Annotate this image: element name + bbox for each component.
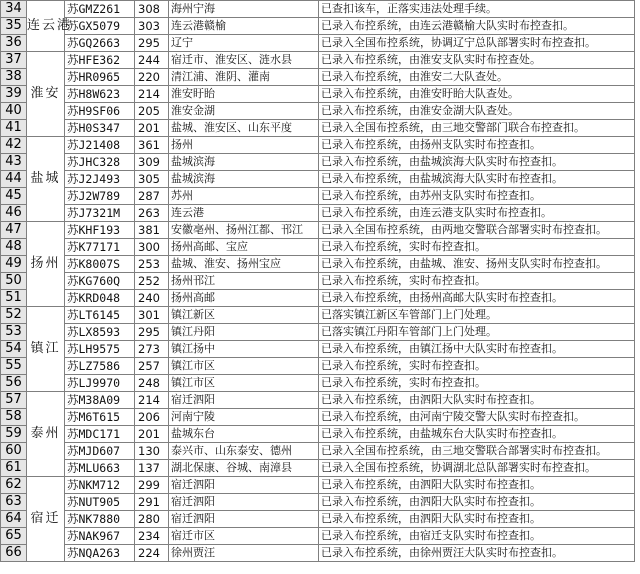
plate-cell: 苏NQA263	[65, 545, 135, 562]
table-row	[1, 205, 635, 222]
row-number: 58	[1, 409, 27, 426]
count-cell: 257	[135, 358, 169, 375]
count-cell: 381	[135, 222, 169, 239]
plate-cell: 苏JHC328	[65, 154, 135, 171]
table-row	[1, 290, 635, 307]
count-cell: 301	[135, 307, 169, 324]
status-cell: 已录入布控系统，由河南宁陵交警大队实时布控查扣。	[319, 409, 635, 426]
row-number: 35	[1, 18, 27, 35]
status-cell: 已录入全国布控系统，由两地交警联合部署实时布控查扣。	[319, 222, 635, 239]
area-cell: 盐城东台	[169, 426, 319, 443]
table-row	[1, 103, 635, 120]
row-number: 41	[1, 120, 27, 137]
area-cell: 宿迁泗阳	[169, 392, 319, 409]
status-cell: 已录入全国布控系统，协调辽宁总队部署实时布控查扣。	[319, 35, 635, 52]
row-number: 39	[1, 86, 27, 103]
count-cell: 308	[135, 1, 169, 18]
count-cell: 130	[135, 443, 169, 460]
area-cell: 扬州高邮、宝应	[169, 239, 319, 256]
area-cell: 镇江市区	[169, 358, 319, 375]
plate-cell: 苏MJD607	[65, 443, 135, 460]
table-row	[1, 375, 635, 392]
status-cell: 已录入布控系统，由扬州高邮大队实时布控查扣。	[319, 290, 635, 307]
plate-cell: 苏J7321M	[65, 205, 135, 222]
count-cell: 273	[135, 341, 169, 358]
area-cell: 河南宁陵	[169, 409, 319, 426]
table-row	[1, 324, 635, 341]
area-cell: 盐城、淮安区、山东平度	[169, 120, 319, 137]
status-cell: 已录入布控系统，由镇江扬中大队实时布控查扣。	[319, 341, 635, 358]
row-number: 55	[1, 358, 27, 375]
status-cell: 已录入全国布控系统，由三地交警联合部署实时布控查扣。	[319, 443, 635, 460]
row-number: 36	[1, 35, 27, 52]
plate-cell: 苏K8007S	[65, 256, 135, 273]
count-cell: 280	[135, 511, 169, 528]
count-cell: 361	[135, 137, 169, 154]
row-number: 61	[1, 460, 27, 477]
row-number: 63	[1, 494, 27, 511]
status-cell: 已录入布控系统，由苏州支队实时布控查扣。	[319, 188, 635, 205]
status-cell: 已录入布控系统，实时布控查扣。	[319, 375, 635, 392]
plate-cell: 苏J21408	[65, 137, 135, 154]
count-cell: 205	[135, 103, 169, 120]
plate-cell: 苏J2J493	[65, 171, 135, 188]
count-cell: 137	[135, 460, 169, 477]
area-cell: 扬州	[169, 137, 319, 154]
status-cell: 已录入布控系统，由淮安二大队查处。	[319, 69, 635, 86]
row-number: 34	[1, 1, 27, 18]
status-cell: 已录入布控系统，实时布控查扣。	[319, 239, 635, 256]
area-cell: 盐城、淮安、扬州宝应	[169, 256, 319, 273]
status-cell: 已录入布控系统，实时布控查扣。	[319, 358, 635, 375]
city-cell: 连云港	[27, 1, 65, 52]
plate-cell: 苏J2W789	[65, 188, 135, 205]
area-cell: 镇江市区	[169, 375, 319, 392]
plate-cell: 苏MLU663	[65, 460, 135, 477]
table-row	[1, 239, 635, 256]
table-body	[1, 1, 635, 562]
area-cell: 泰兴市、山东泰安、德州	[169, 443, 319, 460]
row-number: 50	[1, 273, 27, 290]
area-cell: 连云港赣榆	[169, 18, 319, 35]
count-cell: 305	[135, 171, 169, 188]
plate-cell: 苏LZ7586	[65, 358, 135, 375]
status-cell: 已录入布控系统，由盐城、淮安、扬州支队实时布控查扣。	[319, 256, 635, 273]
row-number: 65	[1, 528, 27, 545]
area-cell: 海州宁海	[169, 1, 319, 18]
row-number: 42	[1, 137, 27, 154]
plate-cell: 苏GMZ261	[65, 1, 135, 18]
area-cell: 宿迁市、淮安区、涟水县	[169, 52, 319, 69]
row-number: 40	[1, 103, 27, 120]
row-number: 59	[1, 426, 27, 443]
plate-cell: 苏GX5079	[65, 18, 135, 35]
area-cell: 镇江新区	[169, 307, 319, 324]
plate-cell: 苏NKM712	[65, 477, 135, 494]
table-row	[1, 273, 635, 290]
row-number: 52	[1, 307, 27, 324]
plate-cell: 苏MDC171	[65, 426, 135, 443]
table-row	[1, 494, 635, 511]
count-cell: 244	[135, 52, 169, 69]
city-cell: 泰州	[27, 392, 65, 477]
table-row	[1, 120, 635, 137]
area-cell: 淮安金湖	[169, 103, 319, 120]
plate-cell: 苏LH9575	[65, 341, 135, 358]
table-row	[1, 52, 635, 69]
count-cell: 263	[135, 205, 169, 222]
status-cell: 已录入布控系统，由连云港赣榆大队实时布控查扣。	[319, 18, 635, 35]
count-cell: 206	[135, 409, 169, 426]
plate-cell: 苏GQ2663	[65, 35, 135, 52]
count-cell: 234	[135, 528, 169, 545]
plate-cell: 苏M38A09	[65, 392, 135, 409]
status-cell: 已录入布控系统，由泗阳大队实时布控查扣。	[319, 477, 635, 494]
count-cell: 287	[135, 188, 169, 205]
status-cell: 已落实镇江新区车管部门上门处理。	[319, 307, 635, 324]
table-row	[1, 86, 635, 103]
plate-cell: 苏H0S347	[65, 120, 135, 137]
area-cell: 宿迁泗阳	[169, 511, 319, 528]
area-cell: 淮安盱眙	[169, 86, 319, 103]
area-cell: 镇江扬中	[169, 341, 319, 358]
plate-cell: 苏NUT905	[65, 494, 135, 511]
city-cell: 扬州	[27, 222, 65, 307]
area-cell: 盐城滨海	[169, 154, 319, 171]
plate-cell: 苏HR0965	[65, 69, 135, 86]
plate-cell: 苏H9SF06	[65, 103, 135, 120]
plate-cell: 苏H8W623	[65, 86, 135, 103]
status-cell: 已录入布控系统，由淮安金湖大队查处。	[319, 103, 635, 120]
table-row	[1, 460, 635, 477]
table-row	[1, 392, 635, 409]
plate-cell: 苏KRD048	[65, 290, 135, 307]
table-row	[1, 477, 635, 494]
count-cell: 295	[135, 324, 169, 341]
area-cell: 扬州高邮	[169, 290, 319, 307]
count-cell: 201	[135, 426, 169, 443]
table-row	[1, 137, 635, 154]
count-cell: 300	[135, 239, 169, 256]
status-cell: 已录入全国布控系统，协调湖北总队部署实时布控查扣。	[319, 460, 635, 477]
status-cell: 已录入布控系统，由盐城滨海大队实时布控查扣。	[319, 171, 635, 188]
table-row	[1, 409, 635, 426]
plate-cell: 苏LT6145	[65, 307, 135, 324]
row-number: 66	[1, 545, 27, 562]
status-cell: 已录入布控系统，由淮安盱眙大队查处。	[319, 86, 635, 103]
row-number: 60	[1, 443, 27, 460]
plate-cell: 苏KHF193	[65, 222, 135, 239]
plate-cell: 苏LJ9970	[65, 375, 135, 392]
row-number: 45	[1, 188, 27, 205]
row-number: 56	[1, 375, 27, 392]
count-cell: 248	[135, 375, 169, 392]
table-row	[1, 256, 635, 273]
area-cell: 湖北保康、谷城、南漳县	[169, 460, 319, 477]
plate-cell: 苏K77171	[65, 239, 135, 256]
plate-cell: 苏LX8593	[65, 324, 135, 341]
row-number: 43	[1, 154, 27, 171]
row-number: 51	[1, 290, 27, 307]
table-row	[1, 171, 635, 188]
area-cell: 镇江丹阳	[169, 324, 319, 341]
row-number: 57	[1, 392, 27, 409]
area-cell: 清江浦、淮阴、灌南	[169, 69, 319, 86]
row-number: 53	[1, 324, 27, 341]
status-cell: 已查扣该车，正落实违法处理手续。	[319, 1, 635, 18]
row-number: 64	[1, 511, 27, 528]
area-cell: 宿迁市区	[169, 528, 319, 545]
area-cell: 扬州邗江	[169, 273, 319, 290]
status-cell: 已录入布控系统，由泗阳大队实时布控查扣。	[319, 511, 635, 528]
count-cell: 309	[135, 154, 169, 171]
count-cell: 201	[135, 120, 169, 137]
area-cell: 连云港	[169, 205, 319, 222]
status-cell: 已录入布控系统，由盐城东台大队实时布控查扣。	[319, 426, 635, 443]
row-number: 46	[1, 205, 27, 222]
status-cell: 已录入布控系统，由徐州贾汪大队实时布控查扣。	[319, 545, 635, 562]
count-cell: 240	[135, 290, 169, 307]
area-cell: 盐城滨海	[169, 171, 319, 188]
count-cell: 253	[135, 256, 169, 273]
count-cell: 303	[135, 18, 169, 35]
table-row	[1, 545, 635, 562]
table-row	[1, 528, 635, 545]
row-number: 49	[1, 256, 27, 273]
row-number: 47	[1, 222, 27, 239]
city-cell: 宿迁	[27, 477, 65, 562]
table-row	[1, 18, 635, 35]
status-cell: 已录入布控系统，实时布控查扣。	[319, 273, 635, 290]
plate-cell: 苏NK7880	[65, 511, 135, 528]
row-number: 54	[1, 341, 27, 358]
table-row	[1, 358, 635, 375]
status-cell: 已落实镇江丹阳车管部门上门处理。	[319, 324, 635, 341]
row-number: 44	[1, 171, 27, 188]
table-row	[1, 222, 635, 239]
status-cell: 已录入布控系统，由连云港支队实时布控查扣。	[319, 205, 635, 222]
table-row	[1, 443, 635, 460]
table-row	[1, 341, 635, 358]
count-cell: 295	[135, 35, 169, 52]
row-number: 37	[1, 52, 27, 69]
row-number: 38	[1, 69, 27, 86]
status-cell: 已录入布控系统，由泗阳大队实时布控查扣。	[319, 494, 635, 511]
table-row	[1, 1, 635, 18]
city-cell: 盐城	[27, 137, 65, 222]
area-cell: 苏州	[169, 188, 319, 205]
table-row	[1, 69, 635, 86]
table-row	[1, 511, 635, 528]
count-cell: 224	[135, 545, 169, 562]
count-cell: 252	[135, 273, 169, 290]
area-cell: 辽宁	[169, 35, 319, 52]
plate-cell: 苏KG760Q	[65, 273, 135, 290]
area-cell: 宿迁泗阳	[169, 477, 319, 494]
count-cell: 299	[135, 477, 169, 494]
table-row	[1, 35, 635, 52]
area-cell: 徐州贾汪	[169, 545, 319, 562]
table-row	[1, 426, 635, 443]
status-cell: 已录入布控系统，由扬州支队实时布控查扣。	[319, 137, 635, 154]
count-cell: 220	[135, 69, 169, 86]
count-cell: 214	[135, 392, 169, 409]
table-row	[1, 188, 635, 205]
plate-cell: 苏HFE362	[65, 52, 135, 69]
city-cell: 镇江	[27, 307, 65, 392]
status-cell: 已录入布控系统，由淮安支队实时布控查处。	[319, 52, 635, 69]
area-cell: 宿迁泗阳	[169, 494, 319, 511]
status-cell: 已录入布控系统，由盐城滨海大队实时布控查扣。	[319, 154, 635, 171]
status-cell: 已录入布控系统，由泗阳大队实时布控查扣。	[319, 392, 635, 409]
area-cell: 安徽亳州、扬州江都、邗江	[169, 222, 319, 239]
status-cell: 已录入布控系统，由宿迁支队实时布控查扣。	[319, 528, 635, 545]
city-cell: 淮安	[27, 52, 65, 137]
row-number: 48	[1, 239, 27, 256]
status-cell: 已录入全国布控系统，由三地交警部门联合布控查扣。	[319, 120, 635, 137]
plate-cell: 苏NAK967	[65, 528, 135, 545]
table-row	[1, 307, 635, 324]
count-cell: 214	[135, 86, 169, 103]
table-row	[1, 154, 635, 171]
row-number: 62	[1, 477, 27, 494]
plate-cell: 苏M6T615	[65, 409, 135, 426]
count-cell: 291	[135, 494, 169, 511]
